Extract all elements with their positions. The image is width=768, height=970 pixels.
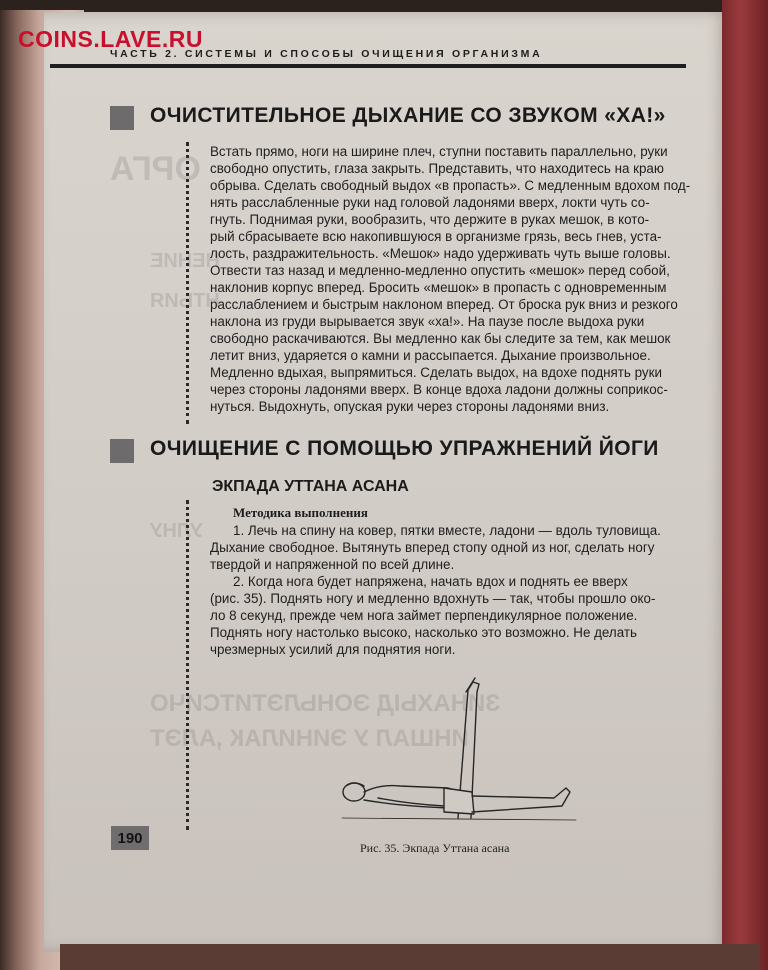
- body-text-line: ло 8 секунд, прежде чем нога займет перпендикулярное положение.: [210, 608, 638, 623]
- section-marker-square: [110, 439, 134, 463]
- body-text-line: Поднять ногу настолько высоко, насколько это возможно. Не делать: [210, 625, 638, 640]
- section-title: ОЧИЩЕНИЕ С ПОМОЩЬЮ УПРАЖНЕНИЙ ЙОГИ: [150, 437, 659, 460]
- body-text-line: Медленно вдыхая, выпрямиться. Сделать выдох, на вдохе поднять руки: [210, 365, 662, 380]
- body-text-line: твердой и напряженной по всей длине.: [210, 557, 455, 572]
- body-text-line: свободно раскачиваются. Вы медленно как бы следите за тем, как мешок: [210, 331, 671, 346]
- book-bottom-edge: [60, 944, 760, 970]
- show-through-heading: НТЬИЯ: [150, 290, 220, 312]
- running-head: ЧАСТЬ 2. СИСТЕМЫ И СПОСОБЫ ОЧИЩЕНИЯ ОРГАНИЗМА: [110, 48, 543, 60]
- body-text-line: гнуть. Поднимая руки, вообразить, что держите в руках мешок, в кото-: [210, 212, 650, 227]
- body-text-line: Дыхание свободное. Вытянуть вперед стопу одной из ног, сделать ногу: [210, 540, 655, 555]
- yoga-pose-illustration: [340, 668, 580, 828]
- body-text-line: лость, раздражительность. «Мешок» надо удерживать чуть выше головы.: [210, 246, 671, 261]
- body-text-line: 1. Лечь на спину на ковер, пятки вместе, ладони — вдоль туловища.: [233, 523, 661, 538]
- body-text-line: Встать прямо, ноги на ширине плеч, ступни поставить параллельно, руки: [210, 144, 668, 159]
- header-rule: [50, 64, 686, 68]
- book-cover: [722, 0, 768, 970]
- body-text-line: чрезмерных усилий для поднятия ноги.: [210, 642, 456, 657]
- body-text-line: рый сбрасываете всю накопившуюся в организме грязь, весь гнев, уста-: [210, 229, 662, 244]
- page-number-box: [111, 826, 149, 850]
- body-text-line: Отвести таз назад и медленно-медленно опустить «мешок» перед собой,: [210, 263, 670, 278]
- show-through-heading: УЛНУ: [150, 520, 203, 542]
- body-text-line: летит вниз, ударяется о камни и рассыпается. Дыхание произвольное.: [210, 348, 651, 363]
- figure-caption: Рис. 35. Экпада Уттана асана: [360, 841, 510, 855]
- body-text-line: свободно опустить, глаза закрыть. Представить, что находитесь на краю: [210, 161, 664, 176]
- dotted-margin-rule: [186, 142, 189, 424]
- dotted-margin-rule: [186, 500, 189, 830]
- body-text-line: наклона из груди вырывается звук «ха!». На паузе после выдоха руки: [210, 314, 645, 329]
- show-through-heading: ИНШАЛ У ЭИНИЛАК ,АЛЭТ: [150, 725, 469, 752]
- body-text-line: обрыва. Сделать свободный выдох «в пропасть». С медленным вдохом под-: [210, 178, 691, 193]
- body-text-line: нять расслабленные руки над головой ладонями вверх, локти чуть со-: [210, 195, 650, 210]
- body-text-line: расслаблением и быстрым наклоном вперед. От броска рук вниз и резкого: [210, 297, 678, 312]
- page-number: 190: [117, 829, 143, 847]
- method-label: Методика выполнения: [233, 505, 368, 520]
- show-through-heading: НЕНИЕ: [150, 250, 220, 272]
- subsection-title: ЭКПАДА УТТАНА АСАНА: [212, 478, 409, 495]
- watermark-text: COINS.LAVE.RU: [18, 26, 203, 52]
- section-title: ОЧИСТИТЕЛЬНОЕ ДЫХАНИЕ СО ЗВУКОМ «ХА!»: [150, 104, 666, 127]
- section-marker-square: [110, 106, 134, 130]
- show-through-heading: ЗИНАХЫД ЭОНЬЛЭТИТСИЧО: [150, 690, 501, 717]
- body-text-line: нуться. Выдохнуть, опуская руки через стороны ладонями вниз.: [210, 399, 610, 414]
- body-text-line: через стороны ладонями вверх. В конце вдоха ладони должны соприкос-: [210, 382, 668, 397]
- body-text-line: 2. Когда нога будет напряжена, начать вдох и поднять ее вверх: [233, 574, 628, 589]
- show-through-heading: ОРГА: [110, 150, 201, 188]
- body-text-line: (рис. 35). Поднять ногу и медленно вдохнуть — так, чтобы прошло око-: [210, 591, 656, 606]
- background-desk: [0, 0, 768, 12]
- body-text-line: наклонив корпус вперед. Бросить «мешок» в пропасть с одновременным: [210, 280, 667, 295]
